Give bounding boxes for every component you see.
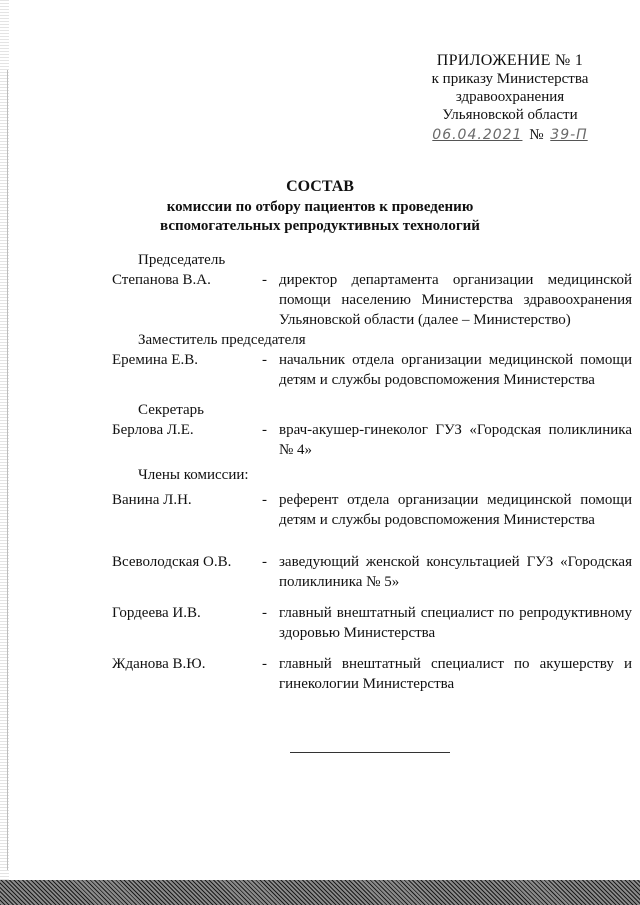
list-item bbox=[112, 654, 632, 694]
appendix-title: ПРИЛОЖЕНИЕ № 1 bbox=[436, 52, 584, 69]
member-dash: - bbox=[262, 492, 267, 508]
appendix-block bbox=[395, 52, 625, 144]
role-heading: Члены комиссии: bbox=[138, 467, 249, 483]
list-item bbox=[112, 420, 632, 460]
member-dash: - bbox=[262, 422, 267, 438]
member-name: Жданова В.Ю. bbox=[112, 656, 206, 672]
group-members bbox=[112, 465, 632, 530]
member-name: Еремина Е.В. bbox=[112, 352, 198, 368]
number-sign: № bbox=[529, 127, 544, 143]
member-dash: - bbox=[262, 605, 267, 621]
appendix-line-order: к приказу Министерства bbox=[431, 71, 589, 87]
list-item bbox=[112, 552, 632, 592]
member-position: главный внештатный специалист по репродуктивному здоровью Министерства bbox=[279, 605, 632, 641]
member-name: Берлова Л.Е. bbox=[112, 422, 194, 438]
member-dash: - bbox=[262, 656, 267, 672]
member-name: Степанова В.А. bbox=[112, 272, 211, 288]
closing-line bbox=[290, 752, 450, 753]
role-heading: Заместитель председателя bbox=[138, 332, 306, 348]
member-dash: - bbox=[262, 554, 267, 570]
list-item bbox=[112, 270, 632, 330]
member-position: главный внештатный специалист по акушерству и гинекологии Министерства bbox=[279, 656, 632, 692]
list-item bbox=[112, 490, 632, 530]
role-heading: Председатель bbox=[138, 252, 226, 268]
handwritten-order-number: 39-П bbox=[550, 127, 588, 143]
group-chairman bbox=[112, 250, 632, 330]
appendix-line-region: Ульяновской области bbox=[442, 107, 578, 123]
member-position: директор департамента организации медицинской помощи населению Министерства здравоохранения Ульяновской области (далее – Министерство) bbox=[279, 272, 632, 328]
group-members-3 bbox=[112, 603, 632, 643]
member-name: Всеволодская О.В. bbox=[112, 554, 232, 570]
title-main: СОСТАВ bbox=[286, 178, 354, 195]
list-item bbox=[112, 350, 632, 390]
document-title bbox=[0, 177, 640, 236]
list-item bbox=[112, 603, 632, 643]
title-line-1: комиссии по отбору пациентов к проведению bbox=[166, 199, 474, 215]
group-members-2 bbox=[112, 552, 632, 592]
group-members-4 bbox=[112, 654, 632, 694]
member-position: начальник отдела организации медицинской помощи детям и службы родовспоможения Министерства bbox=[279, 352, 632, 388]
handwritten-date: 06.04.2021 bbox=[432, 127, 523, 143]
member-name: Ванина Л.Н. bbox=[112, 492, 192, 508]
member-dash: - bbox=[262, 352, 267, 368]
group-secretary bbox=[112, 400, 632, 460]
member-dash: - bbox=[262, 272, 267, 288]
member-position: врач-акушер-гинеколог ГУЗ «Городская поликлиника № 4» bbox=[279, 422, 632, 458]
member-position: референт отдела организации медицинской помощи детям и службы родовспоможения Министерства bbox=[279, 492, 632, 528]
scan-bottom-band bbox=[0, 880, 640, 905]
title-line-2: вспомогательных репродуктивных технологий bbox=[160, 218, 480, 234]
member-name: Гордеева И.В. bbox=[112, 605, 201, 621]
member-position: заведующий женской консультацией ГУЗ «Городская поликлиника № 5» bbox=[279, 554, 632, 590]
group-deputy bbox=[112, 330, 632, 390]
appendix-line-ministry: здравоохранения bbox=[455, 89, 565, 105]
order-date-number bbox=[395, 126, 625, 144]
role-heading: Секретарь bbox=[138, 402, 205, 418]
